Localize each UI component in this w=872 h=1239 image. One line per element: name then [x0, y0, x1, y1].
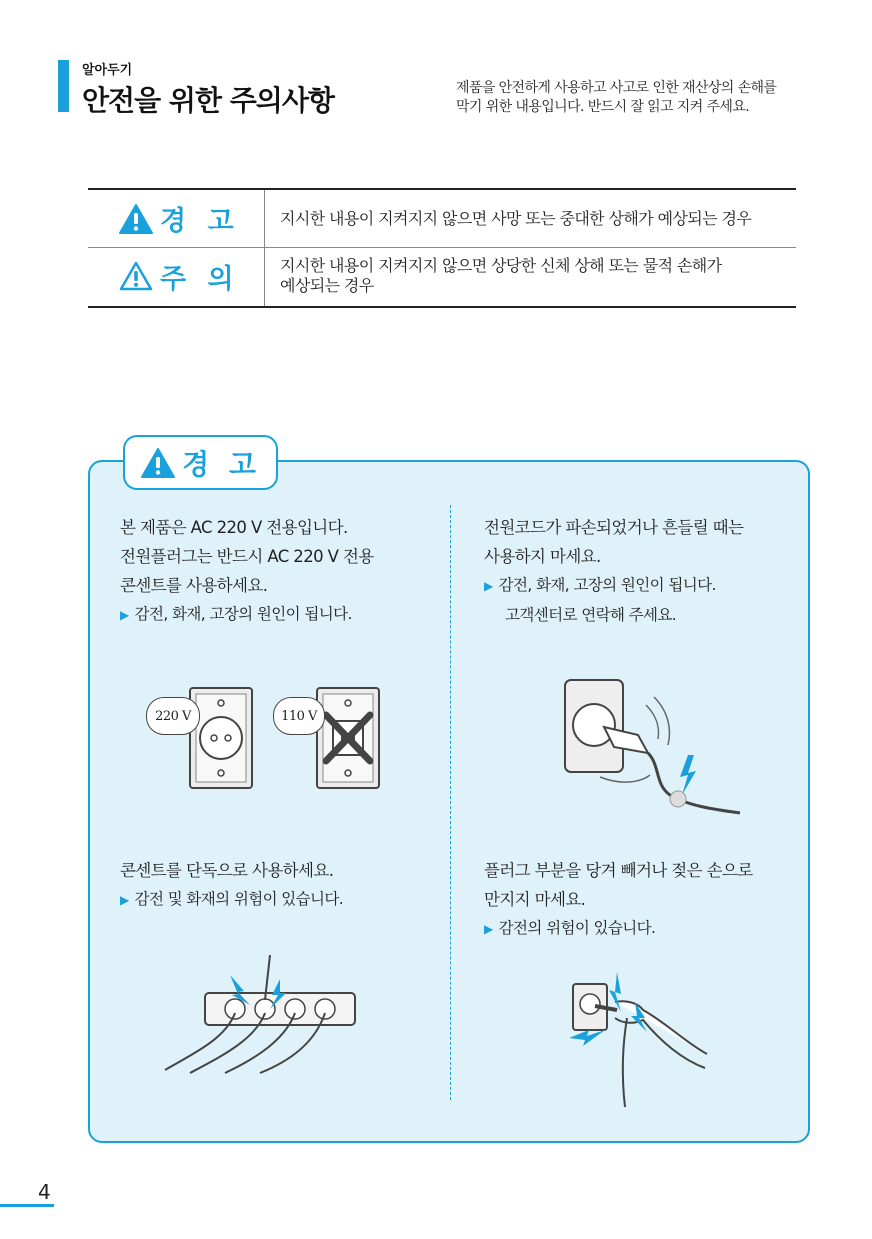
page-title: 안전을 위한 주의사항 [82, 84, 334, 117]
item-note: ▶ 감전, 화재, 고장의 원인이 됩니다. [484, 576, 716, 594]
warning-item-damaged-cord [484, 513, 743, 630]
footer-accent-rule [0, 1204, 54, 1207]
warning-triangle-icon [140, 447, 176, 479]
item-line: 본 제품은 AC 220 V 전용입니다. [120, 518, 348, 537]
item-line: 콘센트를 단독으로 사용하세요. [120, 861, 334, 880]
caution-triangle-icon [118, 260, 154, 292]
item-line: 만지지 마세요. [484, 890, 586, 909]
warning-symbol [118, 190, 240, 247]
intro-line: 막기 위한 내용입니다. 반드시 잘 읽고 지켜 주세요. [456, 99, 750, 115]
caution-desc-line: 예상되는 경우 [280, 276, 374, 295]
arrow-icon: ▶ [484, 579, 493, 593]
hazard-legend-table [88, 188, 796, 308]
outlet-voltage-illustration [140, 683, 390, 798]
item-line: 플러그 부분을 당겨 빼거나 젖은 손으로 [484, 861, 753, 880]
item-line: 콘센트를 사용하세요. [120, 576, 268, 595]
warning-item-single-outlet [120, 856, 343, 915]
item-line: 전원코드가 파손되었거나 흔들릴 때는 [484, 518, 744, 537]
arrow-icon: ▶ [120, 608, 129, 622]
caution-label: 주 의 [160, 263, 240, 295]
voltage-badge-110: 110 V [273, 697, 325, 735]
warning-tab [123, 435, 278, 490]
caution-desc-line: 지시한 내용이 지켜지지 않으면 상당한 신체 상해 또는 물적 손해가 [280, 256, 722, 275]
item-note: ▶ 감전의 위험이 있습니다. [484, 919, 656, 937]
item-line: 사용하지 마세요. [484, 547, 601, 566]
damaged-cord-illustration [560, 675, 750, 820]
intro-line: 제품을 안전하게 사용하고 사고로 인한 재산상의 손해를 [456, 80, 777, 96]
column-divider [450, 505, 451, 1100]
wet-hand-plug-illustration [565, 972, 715, 1112]
warning-triangle-icon [118, 203, 154, 235]
item-line: 전원플러그는 반드시 AC 220 V 전용 [120, 547, 374, 566]
warning-label: 경 고 [160, 206, 240, 237]
legend-row-caution [88, 248, 796, 304]
warning-item-voltage [120, 513, 374, 630]
caution-description [280, 248, 780, 304]
overloaded-power-strip-illustration [160, 955, 370, 1075]
warning-tab-label: 경 고 [182, 447, 261, 481]
caution-symbol [118, 248, 240, 304]
arrow-icon: ▶ [120, 893, 129, 907]
item-note: ▶ 감전, 화재, 고장의 원인이 됩니다. [120, 605, 352, 623]
warning-description: 지시한 내용이 지켜지지 않으면 사망 또는 중대한 상해가 예상되는 경우 [280, 208, 752, 228]
warning-item-pull-plug [484, 856, 753, 944]
legend-row-warning [88, 190, 796, 248]
title-accent-bar [58, 60, 69, 112]
section-label: 알아두기 [82, 63, 133, 78]
item-note: ▶ 감전 및 화재의 위험이 있습니다. [120, 890, 344, 908]
item-note-continued: 고객센터로 연락해 주세요. [505, 606, 677, 624]
page-number: 4 [38, 1180, 51, 1204]
arrow-icon: ▶ [484, 922, 493, 936]
voltage-badge-220: 220 V [146, 697, 200, 735]
intro-text [456, 79, 816, 117]
